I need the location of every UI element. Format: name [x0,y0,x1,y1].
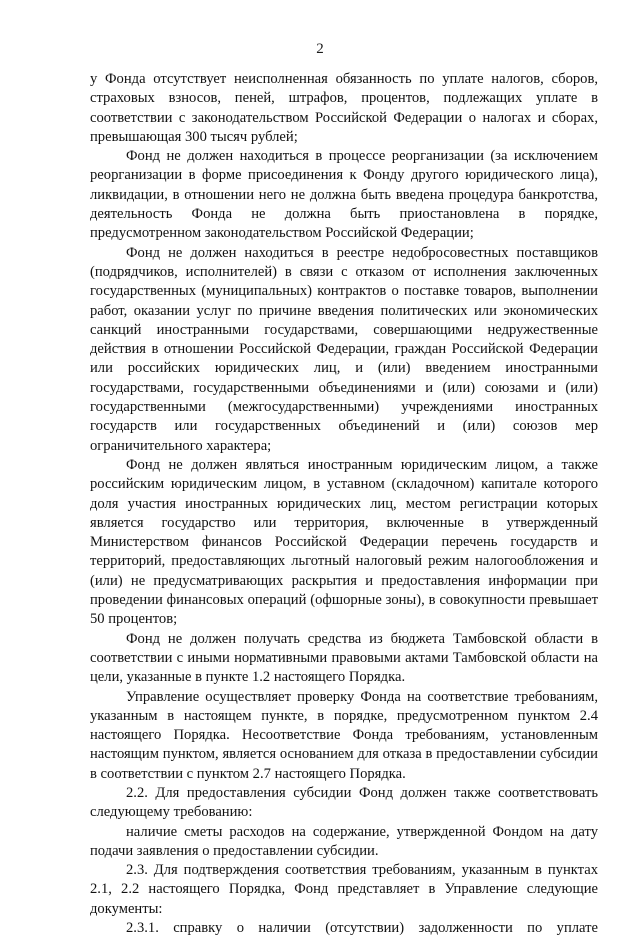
paragraph-cost-estimate: наличие сметы расходов на содержание, утвержденной Фондом на дату подачи заявления о предоставлении субсидии. [90,823,598,859]
paragraph-foreign-entity: Фонд не должен являться иностранным юридическим лицом, а также российским юридическим лицом, в уставном (складочном) капитале которого доля участия иностранных юридических лиц, местом регистрации которых является государство или территория, включенные в утвержденный Министерством финансов Российской Федерации перечень государств и территорий, предоставляющих льготный налоговый режим налогообложения и (или) не предусматривающих раскрытия и предоставления информации при проведении финансовых операций (офшорные зоны), в совокупности превышает 50 процентов; [90,456,598,628]
document-body [90,70,598,938]
paragraph-reorganization: Фонд не должен находиться в процессе реорганизации (за исключением реорганизации в форме присоединения к Фонду другого юридического лица), ликвидации, в отношении него не должна быть введена процедура банкротства, деятельность Фонда не должна быть приостановлена в порядке, предусмотренном законодательством Российской Федерации; [90,148,598,242]
paragraph-tax-debt: у Фонда отсутствует неисполненная обязанность по уплате налогов, сборов, страховых взносов, пеней, штрафов, процентов, подлежащих уплате в соответствии с законодательством Российской Федерации о налогах и сборах, превышающая 300 тысяч рублей; [90,71,598,145]
page-number: 2 [316,41,324,57]
paragraph-unfair-suppliers-registry: Фонд не должен находиться в реестре недобросовестных поставщиков (подрядчиков, исполнителей) в связи с отказом от исполнения заключенных государственных (муниципальных) контрактов о поставке товаров, выполнении работ, оказании услуг по причине введения политических или экономических санкций иностранными государствами, совершающими недружественные действия в отношении Российской Федерации, граждан Российской Федерации или российских юридических лиц, и (или) введением иностранными государствами, государственными объединениями и (или) союзами и (или) государственными (межгосударственными) учреждениями иностранных государств или государственных объединений и (или) союзов мер ограничительного характера; [90,244,598,454]
paragraph-2-2: 2.2. Для предоставления субсидии Фонд должен также соответствовать следующему требованию: [90,784,598,821]
paragraph-verification: Управление осуществляет проверку Фонда на соответствие требованиям, указанным в настоящем пункте, в порядке, предусмотренном пунктом 2.4 настоящего Порядка. Несоответствие Фонда требованиям, установленным настоящим пунктом, является основанием для отказа в предоставлении субсидии в соответствии с пунктом 2.7 настоящего Порядка. [90,688,598,782]
paragraph-regional-budget: Фонд не должен получать средства из бюджета Тамбовской области в соответствии с иными нормативными правовыми актами Тамбовской области на цели, указанные в пункте 1.2 настоящего Порядка. [90,630,598,686]
paragraph-2-3: 2.3. Для подтверждения соответствия требованиям, указанным в пунктах 2.1, 2.2 настоящего Порядка, Фонд представляет в Управление следующие документы: [90,862,598,917]
paragraph-2-3-1: 2.3.1. справку о наличии (отсутствии) задолженности по уплате [126,920,598,937]
